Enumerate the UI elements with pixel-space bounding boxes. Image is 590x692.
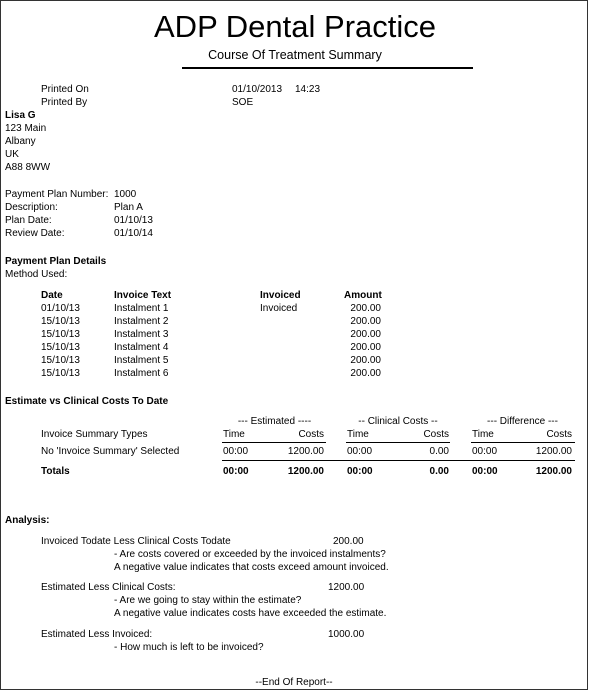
review-date-label: Review Date: (5, 228, 65, 239)
totals-estimated-time: 00:00 (223, 466, 249, 477)
row-invoice-text: Instalment 2 (114, 316, 169, 327)
costs-header: Costs (546, 429, 572, 440)
analysis-item-value: 200.00 (333, 536, 364, 547)
estimated-costs: 1200.00 (287, 446, 324, 457)
row-invoice-text: Instalment 3 (114, 329, 169, 340)
analysis-item-value: 1000.00 (328, 629, 365, 640)
review-date-value: 01/10/14 (114, 228, 153, 239)
row-amount: 200.00 (350, 368, 381, 379)
plan-date-label: Plan Date: (5, 215, 52, 226)
printed-by-value: SOE (232, 97, 254, 108)
row-invoice-text: Instalment 4 (114, 342, 169, 353)
patient-address-line: Albany (5, 136, 36, 147)
column-rule (222, 442, 326, 443)
column-rule (471, 442, 575, 443)
row-date: 15/10/13 (41, 368, 80, 379)
group-estimated: --- Estimated ---- (237, 416, 312, 427)
row-date: 01/10/13 (41, 303, 80, 314)
printed-by-label: Printed By (41, 97, 88, 108)
method-used-label: Method Used: (5, 269, 68, 280)
patient-address-line: A88 8WW (5, 162, 51, 173)
totals-clinical-costs: 0.00 (429, 466, 449, 477)
printed-on-time: 14:23 (295, 84, 321, 95)
row-amount: 200.00 (350, 329, 381, 340)
plan-description-label: Description: (5, 202, 58, 213)
plan-number-label: Payment Plan Number: (5, 189, 109, 200)
plan-details-heading: Payment Plan Details (5, 256, 107, 267)
totals-clinical-time: 00:00 (347, 466, 373, 477)
time-header: Time (223, 429, 245, 440)
clinical-costs: 0.00 (429, 446, 449, 457)
analysis-item-label: Estimated Less Invoiced: (41, 629, 153, 640)
costs-header: Costs (423, 429, 449, 440)
row-date: 15/10/13 (41, 342, 80, 353)
patient-name: Lisa G (5, 110, 36, 121)
analysis-item-label: Invoiced Todate Less Clinical Costs Todate (41, 536, 231, 547)
totals-rule (222, 460, 575, 461)
costs-header: Costs (298, 429, 324, 440)
time-header: Time (347, 429, 369, 440)
analysis-item-note: A negative value indicates costs have exceeded the estimate. (114, 608, 387, 619)
row-invoiced: Invoiced (260, 303, 298, 314)
row-date: 15/10/13 (41, 355, 80, 366)
difference-time: 00:00 (472, 446, 498, 457)
col-header-invoiced: Invoiced (260, 290, 301, 301)
totals-difference-costs: 1200.00 (535, 466, 572, 477)
totals-estimated-costs: 1200.00 (287, 466, 324, 477)
analysis-item-note: - Are costs covered or exceeded by the invoiced instalments? (114, 549, 386, 560)
estimate-heading: Estimate vs Clinical Costs To Date (5, 396, 169, 407)
summary-types-label: Invoice Summary Types (41, 429, 148, 440)
totals-difference-time: 00:00 (472, 466, 498, 477)
row-invoice-text: Instalment 5 (114, 355, 169, 366)
row-amount: 200.00 (350, 303, 381, 314)
analysis-heading: Analysis: (5, 515, 50, 526)
time-header: Time (472, 429, 494, 440)
printed-on-date: 01/10/2013 (232, 84, 283, 95)
title-divider (182, 67, 473, 69)
difference-costs: 1200.00 (535, 446, 572, 457)
row-amount: 200.00 (350, 316, 381, 327)
col-header-amount: Amount (344, 290, 382, 301)
analysis-item-note: A negative value indicates that costs exceed amount invoiced. (114, 562, 389, 573)
patient-address-line: 123 Main (5, 123, 47, 134)
patient-address-line: UK (5, 149, 19, 160)
column-rule (346, 442, 450, 443)
summary-row-label: No 'Invoice Summary' Selected (41, 446, 180, 457)
col-header-invoice-text: Invoice Text (114, 290, 172, 301)
totals-label: Totals (41, 466, 70, 477)
col-header-date: Date (41, 290, 63, 301)
printed-on-label: Printed On (41, 84, 89, 95)
row-amount: 200.00 (350, 355, 381, 366)
plan-number-value: 1000 (114, 189, 137, 200)
report-title: Course Of Treatment Summary (208, 48, 382, 62)
analysis-item-value: 1200.00 (328, 582, 365, 593)
plan-description-value: Plan A (114, 202, 143, 213)
estimated-time: 00:00 (223, 446, 249, 457)
group-clinical: -- Clinical Costs -- (358, 416, 438, 427)
clinical-time: 00:00 (347, 446, 373, 457)
group-difference: --- Difference --- (487, 416, 558, 427)
row-invoice-text: Instalment 1 (114, 303, 169, 314)
row-amount: 200.00 (350, 342, 381, 353)
row-date: 15/10/13 (41, 316, 80, 327)
row-invoice-text: Instalment 6 (114, 368, 169, 379)
analysis-item-label: Estimated Less Clinical Costs: (41, 582, 176, 593)
end-of-report: --End Of Report-- (255, 677, 333, 688)
analysis-item-note: - Are we going to stay within the estimate? (114, 595, 302, 606)
plan-date-value: 01/10/13 (114, 215, 153, 226)
practice-name: ADP Dental Practice (154, 9, 436, 44)
row-date: 15/10/13 (41, 329, 80, 340)
analysis-item-note: - How much is left to be invoiced? (114, 642, 264, 653)
